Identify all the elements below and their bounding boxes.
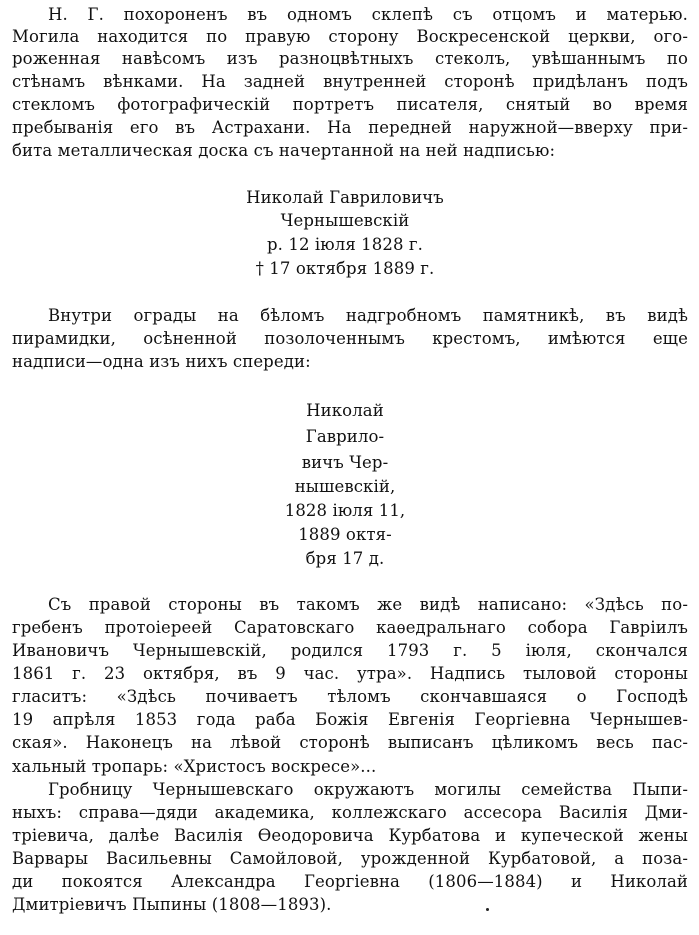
inscription-line: Чернышевскій <box>280 211 410 230</box>
inscription-line: 1828 іюля 11, <box>284 501 406 520</box>
inscription-line: Николай <box>306 401 384 420</box>
inscription-line: Николай Гавриловичъ <box>246 188 444 207</box>
inscription-line: † 17 октября 1889 г. <box>255 259 435 278</box>
inscription-line: р. 12 іюля 1828 г. <box>267 235 423 254</box>
text-line: хальный тропарь: «Христосъ воскресе»... <box>12 757 377 776</box>
text-line: тріевича, далѣе Василія Ѳеодоровича Курбатова и купеческой жены <box>12 826 688 845</box>
inscription-line: вичъ Чер- <box>301 453 389 472</box>
text-line: бита металлическая доска съ начертанной на ней надписью: <box>12 141 556 160</box>
inscription-line: нышевскій, <box>294 477 396 496</box>
text-line: стѣнамъ вѣнками. На задней внутренней сторонѣ придѣланъ подъ <box>12 72 688 91</box>
inscription-line: Гаврило- <box>305 427 385 446</box>
text-line: Дмитріевичъ Пыпины (1808—1893). <box>12 895 332 914</box>
ink-speck <box>486 908 489 911</box>
text-line: гребенъ протоіереей Саратовскаго каѳедральнаго собора Гавріилъ <box>12 618 688 637</box>
inscription-line: бря 17 д. <box>305 549 385 568</box>
text-line: Н. Г. похороненъ въ одномъ склепѣ съ отцомъ и матерью. <box>48 5 688 24</box>
text-line: стекломъ фотографическій портретъ писателя, снятый во время <box>12 95 688 114</box>
text-line: Внутри ограды на бѣломъ надгробномъ памятникѣ, въ видѣ <box>48 306 688 325</box>
text-line: Ивановичъ Чернышевскій, родился 1793 г. 5 іюля, скончался <box>12 641 688 660</box>
text-line: пирамидки, осѣненной позолоченнымъ крестомъ, имѣются еще <box>12 329 688 348</box>
text-line: ныхъ: справа—дяди академика, коллежскаго ассесора Василія Дми- <box>12 803 688 822</box>
text-line: Съ правой стороны въ такомъ же видѣ написано: «Здѣсь по- <box>48 595 688 614</box>
inscription-line: 1889 октя- <box>298 525 392 544</box>
text-line: Гробницу Чернышевскаго окружаютъ могилы семейства Пыпи- <box>48 780 688 799</box>
text-line: гласитъ: «Здѣсь почиваетъ тѣломъ скончавшаяся о Господѣ <box>12 687 688 706</box>
text-line: ди покоятся Александра Георгіевна (1806—1884) и Николай <box>12 872 688 891</box>
text-line: Могила находится по правую сторону Воскресенской церкви, ого- <box>12 27 688 46</box>
text-line: роженная навѣсомъ изъ разноцвѣтныхъ стеколъ, увѣшаннымъ по <box>12 49 688 68</box>
text-line: 1861 г. 23 октября, въ 9 час. утра». Надпись тыловой стороны <box>12 664 688 683</box>
text-line: ская». Наконецъ на лѣвой сторонѣ выписанъ цѣликомъ весь пас- <box>12 733 688 752</box>
text-line: 19 апрѣля 1853 года раба Божія Евгенія Георгіевна Чернышев- <box>12 710 688 729</box>
text-line: надписи—одна изъ нихъ спереди: <box>12 352 311 371</box>
text-line: пребыванія его въ Астрахани. На передней наружной—вверху при- <box>12 118 688 137</box>
text-line: Варвары Васильевны Самойловой, урожденной Курбатовой, а поза- <box>12 849 688 868</box>
